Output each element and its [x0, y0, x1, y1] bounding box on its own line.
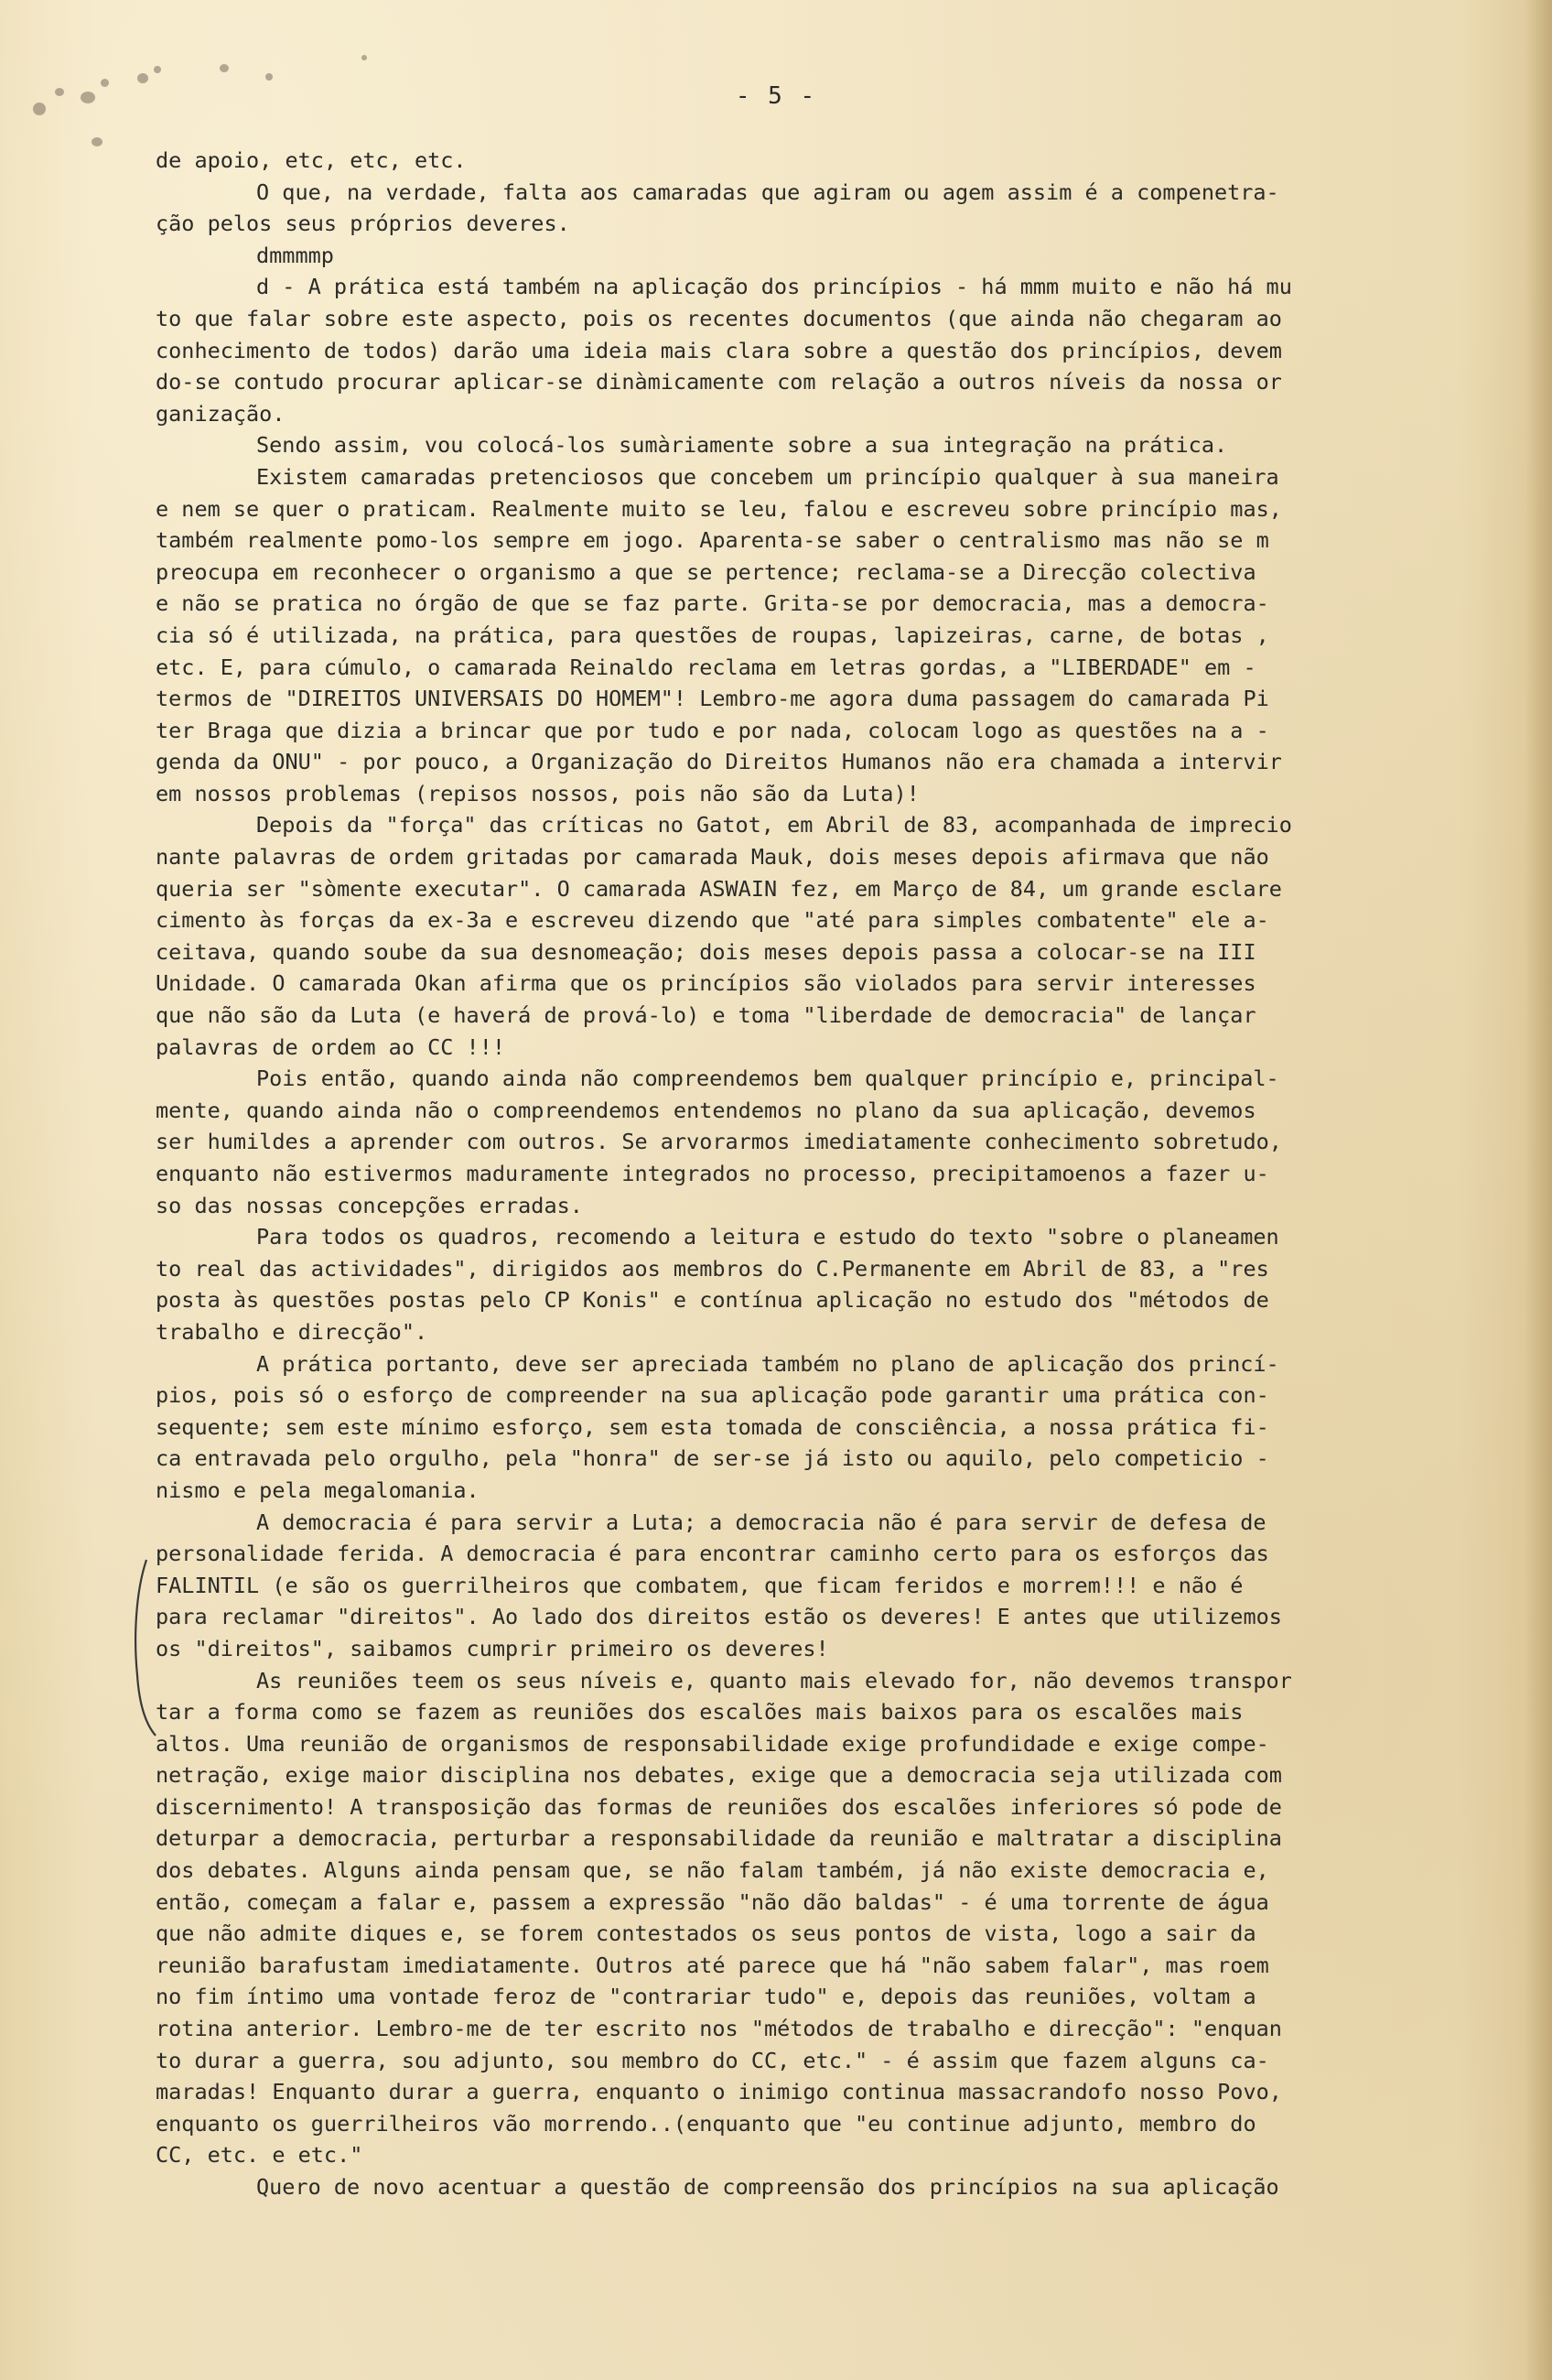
text-line: to durar a guerra, sou adjunto, sou membro do CC, etc." - é assim que fazem alguns ca-: [156, 2047, 1269, 2073]
text-line: Depois da "força" das críticas no Gatot, em Abril de 83, acompanhada de imprecio: [256, 812, 1292, 838]
text-line: altos. Uma reunião de organismos de responsabilidade exige profundidade e exige compe-: [156, 1730, 1269, 1757]
text-line: mente, quando ainda não o compreendemos entendemos no plano da sua aplicação, devemos: [156, 1097, 1256, 1123]
text-line: os "direitos", saibamos cumprir primeiro os deveres!: [156, 1635, 829, 1661]
text-line: e nem se quer o praticam. Realmente muito se leu, falou e escreveu sobre princípio mas,: [156, 495, 1282, 522]
text-line: netração, exige maior disciplina nos debates, exige que a democracia seja utilizada com: [156, 1762, 1282, 1789]
text-line: de apoio, etc, etc, etc.: [156, 147, 467, 173]
text-line: enquanto não estivermos maduramente integrados no processo, precipitamoenos a fazer u-: [156, 1161, 1269, 1186]
text-line: Unidade. O camarada Okan afirma que os princípios são violados para servir interesses: [156, 970, 1256, 997]
text-line: pios, pois só o esforço de compreender na sua aplicação pode garantir uma prática con-: [156, 1382, 1269, 1409]
text-line: ser humildes a aprender com outros. Se arvorarmos imediatamente conhecimento sobretudo,: [156, 1129, 1282, 1155]
text-line: termos de "DIREITOS UNIVERSAIS DO HOMEM"! Lembro-me agora duma passagem do camarada Pi: [156, 686, 1269, 712]
ink-stain: [265, 73, 273, 81]
text-line: CC, etc. e etc.": [156, 2142, 363, 2169]
text-line: preocupa em reconhecer o organismo a que se pertence; reclama-se a Direcção colectiva: [156, 558, 1256, 585]
text-line: cimento às forças da ex-3a e escreveu dizendo que "até para simples combatente" ele a-: [156, 907, 1269, 934]
text-line: reunião barafustam imediatamente. Outros até parece que há "não sabem falar", mas roem: [156, 1952, 1269, 1978]
text-line: rotina anterior. Lembro-me de ter escrito nos "métodos de trabalho e direcção": "enquan: [156, 2016, 1282, 2042]
ink-stain: [220, 64, 229, 72]
text-line: cia só é utilizada, na prática, para questões de roupas, lapizeiras, carne, de botas ,: [156, 622, 1269, 648]
text-line: então, começam a falar e, passem a expressão "não dão baldas" - é uma torrente de água: [156, 1888, 1269, 1915]
text-line: FALINTIL (e são os guerrilheiros que combatem, que ficam feridos e morrem!!! e não é: [156, 1572, 1244, 1598]
text-line: genda da ONU" - por pouco, a Organização do Direitos Humanos não era chamada a intervir: [156, 749, 1282, 775]
text-line: ceitava, quando soube da sua desnomeação; dois meses depois passa a colocar-se na III: [156, 938, 1256, 965]
text-line: do-se contudo procurar aplicar-se dinàmicamente com relação a outros níveis da nossa or: [156, 369, 1282, 395]
text-line: tar a forma como se fazem as reuniões dos escalões mais baixos para os escalões mais: [156, 1699, 1244, 1726]
text-line: personalidade ferida. A democracia é para encontrar caminho certo para os esforços das: [156, 1541, 1269, 1567]
text-line: e não se pratica no órgão de que se faz parte. Grita-se por democracia, mas a democra-: [156, 590, 1269, 617]
text-line: O que, na verdade, falta aos camaradas que agiram ou agem assim é a compenetra-: [256, 178, 1279, 205]
text-line: ca entravada pelo orgulho, pela "honra" de ser-se já isto ou aquilo, pelo competicio -: [156, 1445, 1269, 1472]
text-line: sequente; sem este mínimo esforço, sem esta tomada de consciência, a nossa prática fi-: [156, 1413, 1269, 1440]
text-line: que não são da Luta (e haverá de prová-lo) e toma "liberdade de democracia" de lançar: [156, 1002, 1256, 1029]
text-line: posta às questões postas pelo CP Konis" e contínua aplicação no estudo dos "métodos de: [156, 1287, 1269, 1314]
text-line: trabalho e direcção".: [156, 1318, 428, 1345]
text-line: também realmente pomo-los sempre em jogo. Aparenta-se saber o centralismo mas não se m: [156, 527, 1269, 554]
text-line: A prática portanto, deve ser apreciada também no plano de aplicação dos princí-: [256, 1350, 1279, 1377]
text-line: Pois então, quando ainda não compreendemos bem qualquer princípio e, principal-: [256, 1066, 1279, 1092]
text-line: ganização.: [156, 400, 286, 427]
ink-stain: [92, 137, 102, 146]
text-line: so das nossas concepções erradas.: [156, 1192, 583, 1218]
text-line: enquanto os guerrilheiros vão morrendo..(enquanto que "eu continue adjunto, membro do: [156, 2110, 1256, 2137]
text-line: As reuniões teem os seus níveis e, quanto mais elevado for, não devemos transpor: [256, 1667, 1292, 1693]
text-line: ter Braga que dizia a brincar que por tudo e por nada, colocam logo as questões na a -: [156, 717, 1269, 743]
text-line: que não admite diques e, se forem contestados os seus pontos de vista, logo a sair da: [156, 1920, 1256, 1947]
text-line: Para todos os quadros, recomendo a leitura e estudo do texto "sobre o planeamen: [256, 1224, 1279, 1250]
ink-stain: [361, 55, 367, 60]
text-line: A democracia é para servir a Luta; a democracia não é para servir de defesa de: [256, 1509, 1266, 1535]
text-line: discernimento! A transposição das formas de reuniões dos escalões inferiores só pode de: [156, 1793, 1282, 1820]
text-line: para reclamar "direitos". Ao lado dos direitos estão os deveres! E antes que utilizemos: [156, 1604, 1282, 1630]
text-line: etc. E, para cúmulo, o camarada Reinaldo reclama em letras gordas, a "LIBERDADE" em -: [156, 654, 1256, 680]
text-line: em nossos problemas (repisos nossos, pois não são da Luta)!: [156, 780, 920, 806]
text-line: dos debates. Alguns ainda pensam que, se não falam também, já não existe democracia e,: [156, 1857, 1269, 1884]
text-line: no fim íntimo uma vontade feroz de "contrariar tudo" e, depois das reuniões, voltam a: [156, 1984, 1256, 2010]
text-line: queria ser "sòmente executar". O camarada ASWAIN fez, em Março de 84, um grande esclare: [156, 875, 1282, 902]
text-line: to real das actividades", dirigidos aos membros do C.Permanente em Abril de 83, a "res: [156, 1255, 1269, 1282]
paper-edge-shadow: [1525, 0, 1552, 2380]
text-line: deturpar a democracia, perturbar a responsabilidade da reunião e maltratar a disciplina: [156, 1825, 1282, 1852]
body-text: [156, 145, 1473, 2203]
text-line: maradas! Enquanto durar a guerra, enquanto o inimigo continua massacrandofo nosso Povo,: [156, 2079, 1282, 2105]
text-line: ção pelos seus próprios deveres.: [156, 211, 570, 237]
text-line: dmmmmp: [256, 242, 334, 268]
text-line: Quero de novo acentuar a questão de compreensão dos princípios na sua aplicação: [256, 2174, 1279, 2200]
text-line: d - A prática está também na aplicação dos princípios - há mmm muito e não há mu: [256, 274, 1292, 300]
text-line: nismo e pela megalomania.: [156, 1477, 480, 1503]
text-line: Existem camaradas pretenciosos que concebem um princípio qualquer à sua maneira: [256, 463, 1279, 490]
text-line: to que falar sobre este aspecto, pois os recentes documentos (que ainda não chegaram ao: [156, 305, 1282, 331]
ink-stain: [154, 66, 161, 73]
text-line: Sendo assim, vou colocá-los sumàriamente sobre a sua integração na prática.: [256, 432, 1228, 459]
text-line: palavras de ordem ao CC !!!: [156, 1033, 506, 1060]
text-line: nante palavras de ordem gritadas por camarada Mauk, dois meses depois afirmava que não: [156, 844, 1269, 871]
page-number: - 5 -: [735, 82, 817, 110]
text-line: conhecimento de todos) darão uma ideia mais clara sobre a questão dos princípios, devem: [156, 337, 1282, 363]
